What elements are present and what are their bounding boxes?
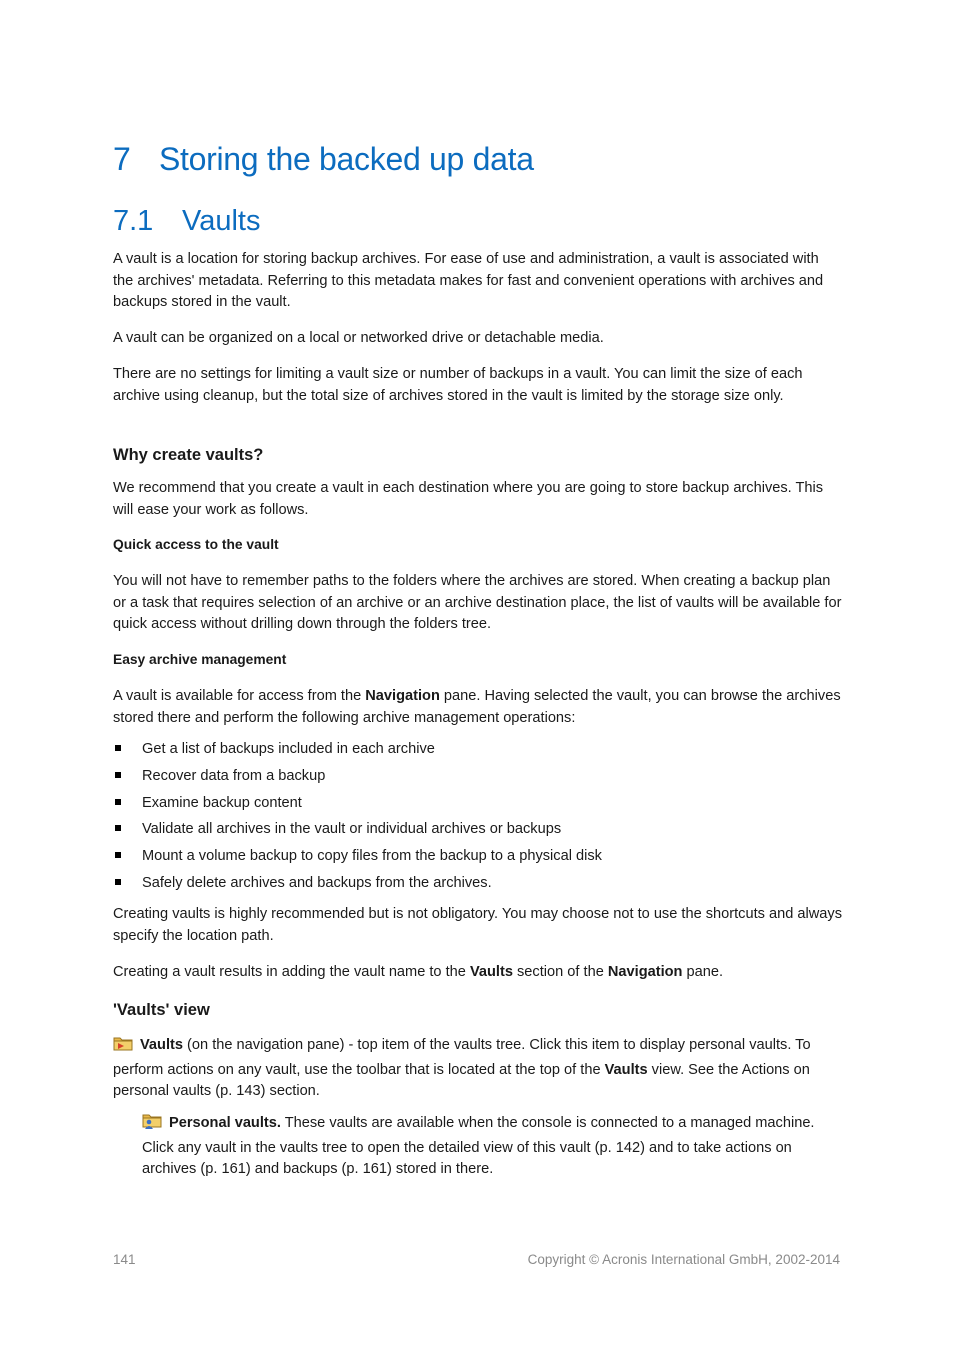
section-number: 7.1 bbox=[113, 205, 154, 237]
bullet-icon bbox=[115, 772, 121, 778]
list-item: Get a list of backups included in each archive bbox=[113, 739, 843, 766]
intro-paragraph-2: A vault can be organized on a local or networked drive or detachable media. bbox=[113, 330, 604, 346]
result-paragraph: Creating a vault results in adding the vault name to the Vaults section of the Navigation pane. bbox=[113, 964, 724, 980]
operations-list bbox=[113, 739, 843, 900]
easy-mgmt-heading: Easy archive management bbox=[113, 652, 287, 667]
quick-access-paragraph: You will not have to remember paths to the folders where the archives are stored. When creating a backup plan or a task that requires selection of an archive or an archive destination place, the list of vaults will be available for quick access without drilling down through the folders tree. bbox=[113, 573, 842, 632]
chapter-title: Storing the backed up data bbox=[159, 141, 534, 177]
intro-paragraph-1: A vault is a location for storing backup archives. For ease of use and administration, a vault is associated with the archives' metadata. Referring to this metadata makes for fast and convenient operations with archives and backups stored in the vault. bbox=[113, 251, 824, 310]
navigation-term: Navigation bbox=[365, 688, 440, 704]
why-heading: Why create vaults? bbox=[113, 446, 264, 464]
personal-vaults-icon bbox=[142, 1112, 163, 1138]
recommend-paragraph: Creating vaults is highly recommended but is not obligatory. You may choose not to use the shortcuts and always specify the location path. bbox=[113, 906, 843, 944]
bullet-icon bbox=[115, 825, 121, 831]
list-item: Recover data from a backup bbox=[113, 766, 843, 793]
easy-mgmt-paragraph: A vault is available for access from the Navigation pane. Having selected the vault, you can browse the archives stored there and perform the following archive management operations: bbox=[113, 688, 841, 726]
chapter-number: 7 bbox=[113, 141, 131, 177]
intro-paragraph-3: There are no settings for limiting a vault size or number of backups in a vault. You can limit the size of each archive using cleanup, but the total size of archives stored in the vault is limited by the storage size only. bbox=[113, 366, 803, 404]
why-paragraph: We recommend that you create a vault in each destination where you are going to store backup archives. This will ease your work as follows. bbox=[113, 480, 824, 518]
bullet-icon bbox=[115, 745, 121, 751]
list-item: Safely delete archives and backups from the archives. bbox=[113, 873, 843, 900]
bullet-icon bbox=[115, 852, 121, 858]
list-item: Validate all archives in the vault or individual archives or backups bbox=[113, 819, 843, 846]
vaults-folder-icon bbox=[113, 1035, 134, 1060]
list-item: Mount a volume backup to copy files from the backup to a physical disk bbox=[113, 846, 843, 873]
page-number: 141 bbox=[113, 1252, 136, 1267]
bullet-icon bbox=[115, 799, 121, 805]
chapter-heading bbox=[113, 141, 534, 178]
list-item: Examine backup content bbox=[113, 793, 843, 820]
section-title: Vaults bbox=[182, 205, 261, 237]
quick-access-heading: Quick access to the vault bbox=[113, 537, 279, 552]
vaults-view-heading: 'Vaults' view bbox=[113, 1001, 210, 1019]
copyright-notice: Copyright © Acronis International GmbH, 2002-2014 bbox=[527, 1252, 840, 1267]
bullet-icon bbox=[115, 879, 121, 885]
section-heading bbox=[113, 205, 260, 238]
personal-vaults-paragraph: Personal vaults. These vaults are available when the console is connected to a managed machine. Click any vault in the vaults tree to open the detailed view of this vault (p. 142) and to take actions on archives (p. 161) and backups (p. 161) stored in there. bbox=[142, 1112, 843, 1181]
vaults-paragraph: Vaults (on the navigation pane) - top item of the vaults tree. Click this item to display personal vaults. To perform actions on any vault, use the toolbar that is located at the top of the Vaults view. See the Actions on personal vaults (p. 143) section. bbox=[113, 1037, 811, 1099]
